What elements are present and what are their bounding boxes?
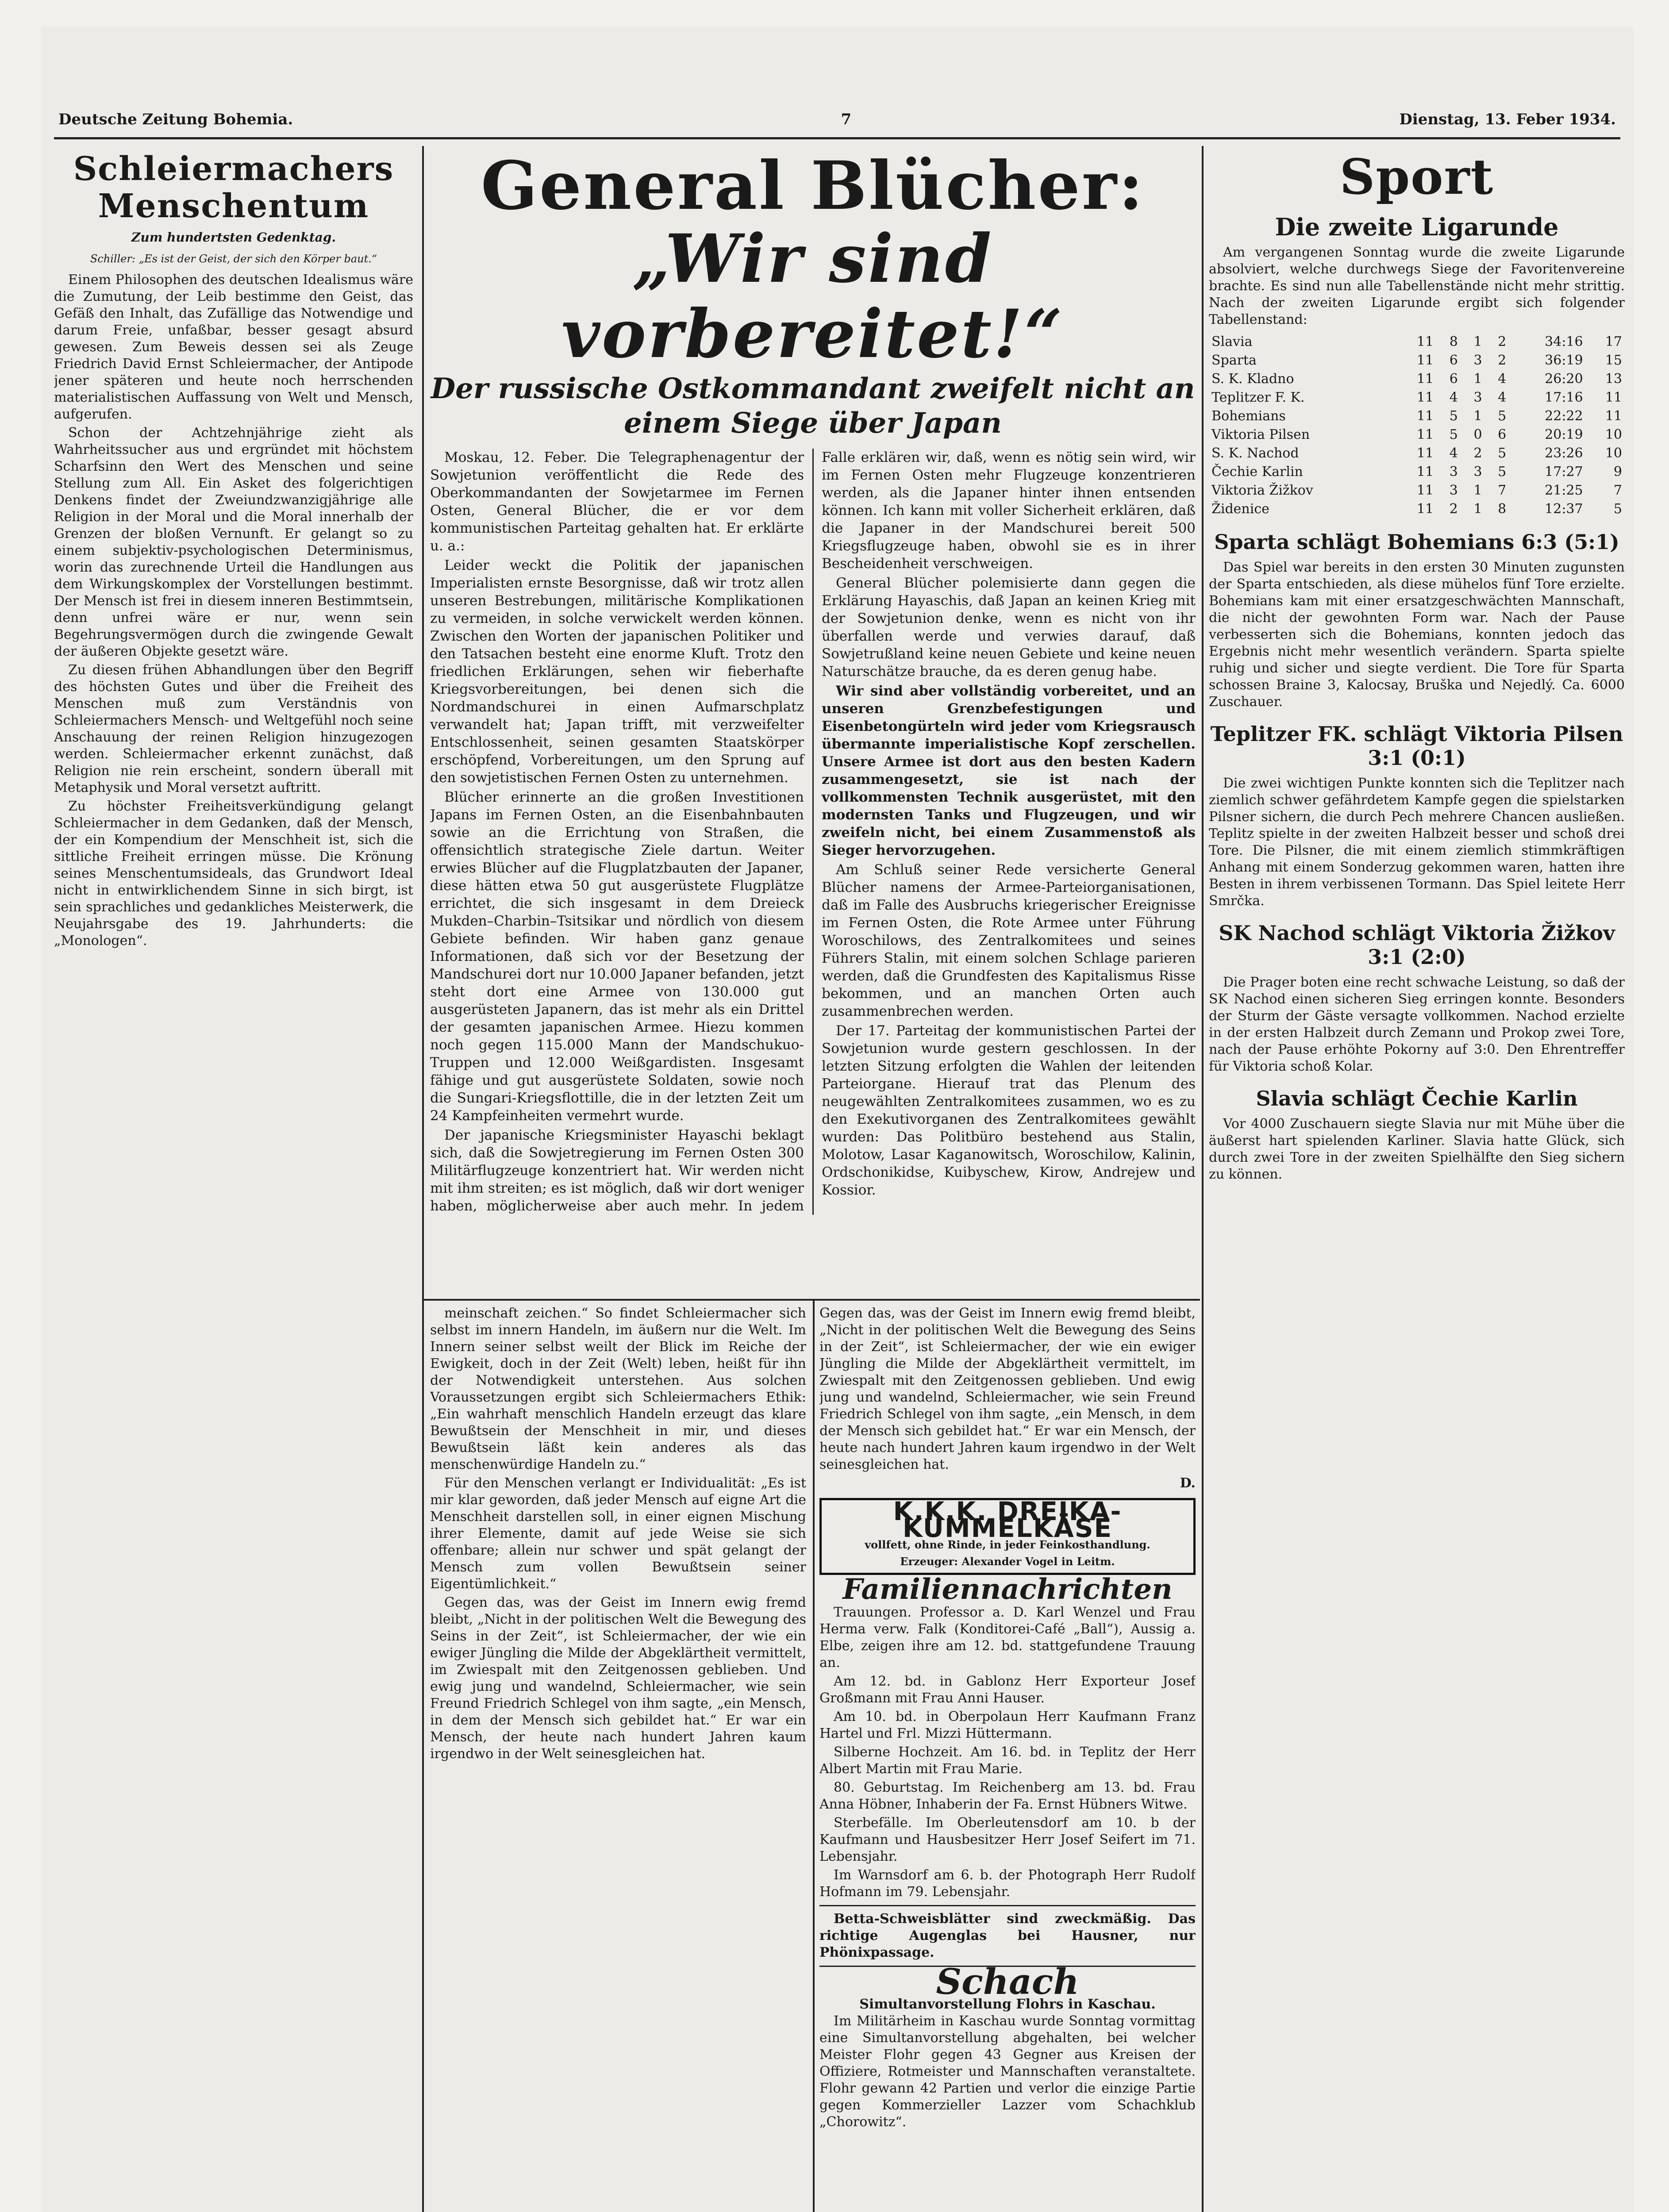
paragraph: Für den Menschen verlangt er Individualität: „Es ist mir klar geworden, daß jeder Mensch auf eigne Art die Menschheit darstellen soll, in einer eignen Mischung ihrer Elemente, damit auf jede Weise sie sich offenbare; allein nur schwer und spät gelangt der Mensch zum vollen Bewußtsein seiner Eigentümlichkeit.“: [430, 1475, 806, 1592]
family-item: 80. Geburtstag. Im Reichenberg am 13. bd. Frau Anna Höbner, Inhaberin der Fa. Ernst Hübners Witwe.: [819, 1780, 1196, 1812]
team-name: Slavia: [1211, 334, 1253, 349]
paragraph: Wir sind aber vollständig vorbereitet, und an unseren Grenzbefestigungen und Eisenbetongürteln wird jeder vom Kriegsrausch übermannte imperialistische Kopf zerschellen. Unsere Armee ist dort aus den besten Kadern zusammengesetzt, sie ist nach der vollkommensten Technik ausgerüstet, mit den modernsten Tanks und Flugzeugen, und wir zweifeln nicht, bei einem Zusammenstoß als Sieger hervorzugehen.: [822, 683, 1196, 858]
column-rule: [813, 1301, 815, 2212]
table-cell: 11: [1605, 408, 1622, 424]
table-cell: 11: [1416, 371, 1434, 387]
table-cell: 3: [1473, 390, 1482, 405]
team-name: Viktoria Žižkov: [1211, 483, 1313, 498]
table-cell: 11: [1416, 334, 1434, 349]
table-cell: 2: [1498, 353, 1507, 368]
table-cell: 10: [1605, 427, 1622, 442]
ad-brand: K.K.K. DREIKA-KÜMMELKÄSE: [893, 1496, 1122, 1543]
family-item: Trauungen. Professor a. D. Karl Wenzel und Frau Herma verw. Falk (Konditorei-Café „Ball“), Aussig a. Elbe, zeigen ihre am 12. bd. stattgefundene Trauung an.: [819, 1605, 1196, 1671]
match-headline: Slavia schlägt Čechie Karlin: [1256, 1087, 1578, 1110]
league-row: [1209, 370, 1625, 388]
table-cell: 15: [1605, 353, 1622, 368]
team-name: S. K. Kladno: [1211, 371, 1294, 387]
page-number: 7: [841, 111, 852, 128]
article-title-line2: Menschentum: [98, 187, 369, 225]
table-cell: 5: [1613, 501, 1622, 517]
table-cell: 17:27: [1545, 464, 1583, 480]
family-and-chess: [819, 1305, 1196, 2212]
signature: D.: [1180, 1475, 1196, 1491]
table-cell: 17: [1605, 334, 1622, 349]
team-name: Teplitzer F. K.: [1211, 390, 1305, 405]
ad-line: vollfett, ohne Rinde, in jeder Feinkosthandlung.: [865, 1538, 1150, 1551]
paragraph: Blücher erinnerte an die großen Investitionen Japans im Fernen Osten, an die Eisenbahnbauten sowie an die Errichtung von Straßen, die offensichtlich strategische Ziele dartun. Weiter erwies Blücher auf die Flugplatzbauten der Japaner, diese hätten etwa 50 gut ausgerüstete Flugplätze errichtet, die sich insgesamt in dem Dreieck Mukden–Charbin–Tsitsikar und nördlich von diesem Gebiete befinden. Wir haben ganz genaue Informationen, daß sich vor der Besetzung der Mandschurei dort nur 10.000 Japaner befanden, jetzt steht dort eine Armee von 130.000 gut ausgerüsteten Japanern, das ist mehr als ein Drittel der gesamten japanischen Armee. Hiezu kommen noch gegen 115.000 Mann der Mandschukuo-Truppen und 12.000 Weißgardisten. Insgesamt fähige und gut ausgerüstete Soldaten, sowie noch die Sungari-Kriegsflottille, die in der letzten Zeit um 24 Kampfeinheiten vermehrt wurde.: [430, 789, 804, 1124]
paragraph: Moskau, 12. Feber. Die Telegraphenagentur der Sowjetunion veröffentlicht die Rede des Oberkommandanten der Sowjetarmee im Fernen Osten, General Blücher, die er vor dem kommunistischen Parteitag gehalten hat. Er erklärte u. a.:: [430, 449, 804, 554]
paper-name: Deutsche Zeitung Bohemia.: [58, 111, 293, 128]
sport-column: [1209, 150, 1625, 2212]
paragraph: Der japanische Kriegsminister Hayaschi beklagt sich, daß die Sowjetregierung im Fernen Osten 300 Militärflugzeuge konzentriert hat. Wir werden nicht mit ihm streiten; es ist möglich, daß wir dort weniger haben, möglicherweise aber auch mehr. In jedem Falle erklären wir, daß, wenn es nötig sein wird, wir im Fernen Osten mehr Flugzeuge konzentrieren werden, als die Japaner hinter ihnen entsenden können. Ich kann mit voller Sicherheit erklären, daß die Japaner in der Mandschurei bereit 500 Kriegsflugzeuge haben, obwohl sie es in ihrer Bescheidenheit verschweigen.: [430, 449, 1196, 1214]
league-row: [1209, 444, 1625, 463]
paragraph: Einem Philosophen des deutschen Idealismus wäre die Zumutung, der Leib bestimme den Geist, das Gefäß den Inhalt, das Zufällige das Notwendige und darum Freie, unfaßbar, besser gesagt absurd gewesen. Zum Beweis dessen sei als Zeuge Friedrich David Ernst Schleiermacher, der Antipode jener späteren und heute noch herrschenden materialistischen Auffassung von Welt und Mensch, aufgerufen.: [54, 272, 413, 422]
table-cell: 3: [1473, 353, 1482, 368]
sport-title: Sport: [1339, 150, 1494, 205]
table-cell: 1: [1473, 371, 1482, 387]
table-cell: 11: [1416, 408, 1434, 424]
newspaper-page: [41, 27, 1634, 2212]
headline-quote: „Wir sind vorbereitet!“: [561, 220, 1065, 373]
family-item: Am 12. bd. in Gablonz Herr Exporteur Josef Großmann mit Frau Anni Hauser.: [819, 1674, 1196, 1706]
family-footer: Betta-Schweisblätter sind zweckmäßig. Das richtige Augenglas bei Hausner, nur Phönixpassage.: [819, 1911, 1196, 1960]
dreika-advertisement: [819, 1498, 1196, 1575]
bluecher-article: [430, 150, 1196, 1292]
schleiermacher-article: [54, 150, 413, 2212]
running-head: [41, 106, 1634, 133]
league-row: [1209, 481, 1625, 500]
chess-subtitle: Simultanvorstellung Flohrs in Kaschau.: [859, 1997, 1156, 2012]
table-cell: 9: [1613, 464, 1622, 480]
paragraph: meinschaft zeichen.“ So findet Schleiermacher sich selbst im innern Handeln, im äußern nur die Welt. Im Innern seiner selbst weilt der Blick im Reiche der Ewigkeit, doch in der Zeit (Welt) leben, heißt für ihn der Notwendigkeit unterstehen. Aus solchen Voraussetzungen ergibt sich Schleiermachers Ethik: „Ein wahrhaft menschlich Handeln erzeugt das klare Bewußtsein der Menschheit in mir, und dieses Bewußtsein läßt kein anderes als das menschenwürdige Handeln zu.“: [430, 1306, 806, 1472]
paragraph: Der 17. Parteitag der kommunistischen Partei der Sowjetunion wurde gestern geschlossen. In der letzten Sitzung erfolgten die Wahlen der leitenden Parteiorgane. Hierauf trat das Plenum des neugewählten Zentralkomitees zusammen, wo es zu den Exekutivorganen des Zentralkomitees gewählt wurden: Das Politbüro bestehend aus Stalin, Molotow, Lasar Kaganowitsch, Woroschilow, Kalinin, Ordschonikidse, Kuibyschew, Kirow, Andrejew und Kossior.: [822, 1023, 1196, 1198]
article-title: Schleiermachers: [73, 150, 394, 188]
article-kicker: Zum hundertsten Gedenktag.: [131, 230, 336, 245]
team-name: Židenice: [1211, 501, 1269, 517]
paragraph: General Blücher polemisierte dann gegen die Erklärung Hayaschis, daß Japan an keinen Krieg mit der Sowjetunion denke, wenn es nicht von ihr überfallen werde und verwies darauf, daß Sowjetrußland keine neuen Gebiete und keine neuen Naturschätze brauche, da es deren genug habe.: [822, 575, 1196, 680]
issue-date: Dienstag, 13. Feber 1934.: [1399, 111, 1616, 128]
match-headline: Sparta schlägt Bohemians 6:3 (5:1): [1214, 530, 1619, 554]
family-item: Silberne Hochzeit. Am 16. bd. in Teplitz der Herr Albert Martin mit Frau Marie.: [819, 1744, 1196, 1777]
table-cell: 23:26: [1545, 445, 1583, 461]
table-cell: 11: [1416, 483, 1434, 498]
table-cell: 11: [1416, 390, 1434, 405]
table-cell: 2: [1473, 445, 1482, 461]
paragraph: Das Spiel war bereits in den ersten 30 Minuten zugunsten der Sparta entschieden, als diese mühelos fünf Tore erzielte. Bohemians kam mit einer ersatzgeschwächten Mannschaft, die nicht der gewohnten Form war. Nach der Pause verbesserten sich die Bohemians, konnten jedoch das Ergebnis nicht mehr wesentlich verändern. Sparta spielte ruhig und sicher und siegte verdient. Die Tore für Sparta schossen Braine 3, Kalocsay, Bruška und Nejedlý. Ca. 6000 Zuschauer.: [1209, 560, 1625, 710]
table-cell: 5: [1449, 408, 1458, 424]
table-cell: 6: [1449, 371, 1458, 387]
table-cell: 1: [1473, 334, 1482, 349]
team-name: Viktoria Pilsen: [1211, 427, 1310, 442]
paragraph: Am Schluß seiner Rede versicherte General Blücher namens der Armee-Parteiorganisationen, daß im Falle des Ausbruchs kriegerischer Ereignisse im Fernen Osten, die Rote Armee unter Führung Woroschilows, des Zentralkomitees und seines Führers Stalin, mit einem solchen Schlage parieren werden, daß die Grundfesten des Kapitalismus Risse bekommen, und an manchen Orten auch zusammenbrechen werden.: [822, 862, 1196, 1019]
table-cell: 4: [1449, 390, 1458, 405]
table-cell: 11: [1416, 445, 1434, 461]
table-cell: 5: [1449, 427, 1458, 442]
table-cell: 34:16: [1545, 334, 1583, 349]
paragraph: Schon der Achtzehnjährige zieht als Wahrheitssucher aus und ergründet mit höchstem Scharfsinn den Wert des Menschen und seine Stellung zum All. Ein Asket des folgerichtigen Denkens findet der Zweiundzwanzigjährige alle Religion in der Moral und die Moral innerhalb der Grenzen der bloßen Vernunft. Er gelangt so zu einem subjektiv-psychologischen Determinismus, worin das zurechnende Urteil die Handlungen aus dem Wirkungskomplex der Vorstellungen bestimmt. Der Mensch ist frei in diesem inneren Bestimmtsein, denn unfrei wäre er nur, wenn sein Begehrungsvermögen durch die zwingende Gewalt der äußeren Objekte gesetzt wäre.: [54, 425, 413, 659]
headline: General Blücher:: [481, 150, 1145, 225]
table-cell: 5: [1498, 445, 1507, 461]
table-cell: 6: [1498, 427, 1507, 442]
paragraph: Zu höchster Freiheitsverkündigung gelangt Schleiermacher in dem Gedanken, daß der Mensch, der ein Kompendium der Menschheit ist, sich die sittliche Freiheit erringen müsse. Die Krönung seines Menschentumsideals, das Grundwort Ideal nicht in entwirklichendem Sinne in sich birgt, ist sein sprachliches und gedankliches Meisterwerk, die Neujahrsgabe des 19. Jahrhunderts: die „Monologen“.: [54, 799, 413, 949]
table-cell: 2: [1498, 334, 1507, 349]
table-cell: 11: [1416, 501, 1434, 517]
table-cell: 3: [1473, 464, 1482, 480]
divider: [819, 1905, 1196, 1906]
article-motto: Schiller: „Es ist der Geist, der sich den Körper baut.“: [90, 253, 377, 265]
match-headline: Teplitzer FK. schlägt Viktoria Pilsen 3:1 (0:1): [1210, 722, 1623, 770]
table-cell: 4: [1449, 445, 1458, 461]
table-cell: 11: [1416, 427, 1434, 442]
league-row: [1209, 463, 1625, 481]
table-cell: 1: [1473, 483, 1482, 498]
table-cell: 22:22: [1545, 408, 1583, 424]
table-cell: 11: [1605, 390, 1622, 405]
team-name: Čechie Karlin: [1211, 464, 1303, 480]
head-rule: [54, 137, 1620, 139]
family-news-title: Familiennachrichten: [842, 1573, 1173, 1606]
family-item: Am 10. bd. in Oberpolaun Herr Kaufmann Franz Hartel und Frl. Mizzi Hüttermann.: [819, 1709, 1196, 1741]
league-row: [1209, 333, 1625, 351]
paragraph: Gegen das, was der Geist im Innern ewig fremd bleibt, „Nicht in der politischen Welt die Bewegung des Seins in der Zeit“, ist Schleiermacher, der wie ein ewiger Jüngling die Milde der Abgeklärtheit vermittelt, im Zwiespalt mit den Zeitgenossen geblieben. Und ewig jung und wandelnd, Schleiermacher, wie sein Freund Friedrich Schlegel von ihm sagte, „ein Mensch, in dem der Mensch sich gebildet hat.“ Er war ein Mensch, der heute nach hundert Jahren kaum irgendwo in der Welt seinesgleichen hat.: [430, 1595, 806, 1762]
paragraph: Gegen das, was der Geist im Innern ewig fremd bleibt, „Nicht in der politischen Welt die Bewegung des Seins in der Zeit“, ist Schleiermacher, der wie ein ewiger Jüngling die Milde der Abgeklärtheit vermittelt, im Zwiespalt mit den Zeitgenossen geblieben. Und ewig jung und wandelnd, Schleiermacher, wie sein Freund Friedrich Schlegel von ihm sagte, „ein Mensch, in dem der Mensch sich gebildet hat.“ Er war ein Mensch, der heute nach hundert Jahren kaum irgendwo in der Welt seinesgleichen hat.: [819, 1306, 1196, 1472]
table-cell: 1: [1473, 408, 1482, 424]
table-cell: 5: [1498, 408, 1507, 424]
paragraph: Die Prager boten eine recht schwache Leistung, so daß der SK Nachod einen sicheren Sieg erringen konnte. Besonders der Sturm der Gäste versagte vollkommen. Nachod erzielte in der ersten Halbzeit durch Zemann und Prokop zwei Tore, nach der Pause erhöhte Pokorny auf 3:0. Den Ehrentreffer für Viktoria schoß Kolar.: [1209, 975, 1625, 1074]
table-cell: 26:20: [1545, 371, 1583, 387]
chess-title: Schach: [936, 1961, 1079, 2002]
match-headline: SK Nachod schlägt Viktoria Žižkov 3:1 (2:0): [1219, 921, 1615, 969]
table-cell: 4: [1498, 371, 1507, 387]
league-row: [1209, 407, 1625, 426]
family-item: Sterbefälle. Im Oberleutensdorf am 10. b der Kaufmann und Hausbesitzer Herr Josef Seifert im 71. Lebensjahr.: [819, 1815, 1196, 1864]
table-cell: 3: [1449, 464, 1458, 480]
paragraph: Leider weckt die Politik der japanischen Imperialisten ernste Besorgnisse, daß wir trotz allen unseren Bestrebungen, militärische Komplikationen zu vermeiden, in solche verwickelt werden können. Zwischen den Worten der japanischen Politiker und den Tatsachen besteht eine enorme Kluft. Trotz den friedlichen Erklärungen, sehen wir fieberhafte Kriegsvorbereitungen, bei denen sich die Nordmandschurei in einen Aufmarschplatz verwandelt hat; Japan trifft, mit verzweifelter Entschlossenheit, seinen gesamten Staatskörper erschöpfend, Vorbereitungen, um den Sprung auf den sowjetistischen Fernen Osten zu unternehmen.: [430, 557, 804, 786]
team-name: S. K. Nachod: [1211, 445, 1299, 461]
paragraph: Zu diesen frühen Abhandlungen über den Begriff des höchsten Gutes und über die Freiheit des Menschen muß zum Verständnis von Schleiermachers Mensch- und Weltgefühl noch seine Anschauung der reinen Religion hinzugezogen werden. Schleiermacher erkennt zunächst, daß Religion nie rein erscheint, sondern überall mit Metaphysik und Moral versetzt auftritt.: [54, 662, 413, 795]
table-cell: 1: [1473, 501, 1482, 517]
schleiermacher-continuation: [430, 1305, 806, 2212]
table-cell: 10: [1605, 445, 1622, 461]
table-cell: 6: [1449, 353, 1458, 368]
center-divider: [424, 1299, 1200, 1301]
table-cell: 11: [1416, 464, 1434, 480]
table-cell: 4: [1498, 390, 1507, 405]
table-cell: 3: [1449, 483, 1458, 498]
league-row: [1209, 426, 1625, 444]
paragraph: Vor 4000 Zuschauern siegte Slavia nur mit Mühe über die äußerst hart spielenden Karliner. Slavia hatte Glück, sich durch zwei Tore in der zweiten Spielhälfte den Sieg sichern zu können.: [1209, 1116, 1625, 1182]
table-cell: 0: [1473, 427, 1482, 442]
table-cell: 20:19: [1545, 427, 1583, 442]
family-item: Im Warnsdorf am 6. b. der Photograph Herr Rudolf Hofmann im 79. Lebensjahr.: [819, 1867, 1196, 1900]
column-rule: [1202, 146, 1204, 2212]
table-cell: 12:37: [1545, 501, 1583, 517]
league-table: [1209, 333, 1625, 518]
table-cell: 8: [1449, 334, 1458, 349]
ad-maker: Erzeuger: Alexander Vogel in Leitm.: [900, 1555, 1115, 1568]
paragraph: Am vergangenen Sonntag wurde die zweite Ligarunde absolviert, welche durchwegs Siege der Favoritenvereine brachte. Es sind nun alle Tabellenstände nicht mehr strittig. Nach der zweiten Ligarunde ergibt sich folgender Tabellenstand:: [1209, 245, 1625, 327]
table-cell: 8: [1498, 501, 1507, 517]
table-cell: 21:25: [1545, 483, 1583, 498]
team-name: Bohemians: [1211, 408, 1286, 424]
column-rule: [422, 146, 424, 2212]
article-body: [430, 449, 1196, 1215]
table-cell: 5: [1498, 464, 1507, 480]
league-row: [1209, 351, 1625, 370]
table-cell: 36:19: [1545, 353, 1583, 368]
sport-subtitle: Die zweite Ligarunde: [1275, 213, 1559, 241]
table-cell: 2: [1449, 501, 1458, 517]
team-name: Sparta: [1211, 353, 1257, 368]
paragraph: Die zwei wichtigen Punkte konnten sich die Teplitzer nach ziemlich schwer gefährdetem Kampfe gegen die spielstarken Pilsner sichern, die durch Pech mehrere Chancen ausließen. Teplitz spielte in der zweiten Halbzeit besser und schoß drei Tore. Die Pilsner, die mit einem ziemlich stimmkräftigen Anhang mit einem Sonderzug gekommen waren, hatten ihre Besten in ihrem verbissenen Tormann. Das Spiel leitete Herr Smrčka.: [1209, 776, 1625, 909]
headline-deck: Der russische Ostkommandant zweifelt nicht an einem Siege über Japan: [431, 372, 1195, 440]
table-cell: 17:16: [1545, 390, 1583, 405]
table-cell: 11: [1416, 353, 1434, 368]
league-row: [1209, 500, 1625, 518]
table-cell: 7: [1498, 483, 1507, 498]
league-row: [1209, 388, 1625, 407]
table-cell: 13: [1605, 371, 1622, 387]
chess-text: Im Militärheim in Kaschau wurde Sonntag vormittag eine Simultanvorstellung abgehalten, bei welcher Meister Flohr gegen 43 Gegner aus Kreisen der Offiziere, Rotmeister und Mannschaften veranstaltete. Flohr gewann 42 Partien und verlor die einzige Partie gegen Kommerzieller Lazzer vom Schachklub „Chorowitz“.: [819, 2013, 1196, 2130]
table-cell: 7: [1613, 483, 1622, 498]
